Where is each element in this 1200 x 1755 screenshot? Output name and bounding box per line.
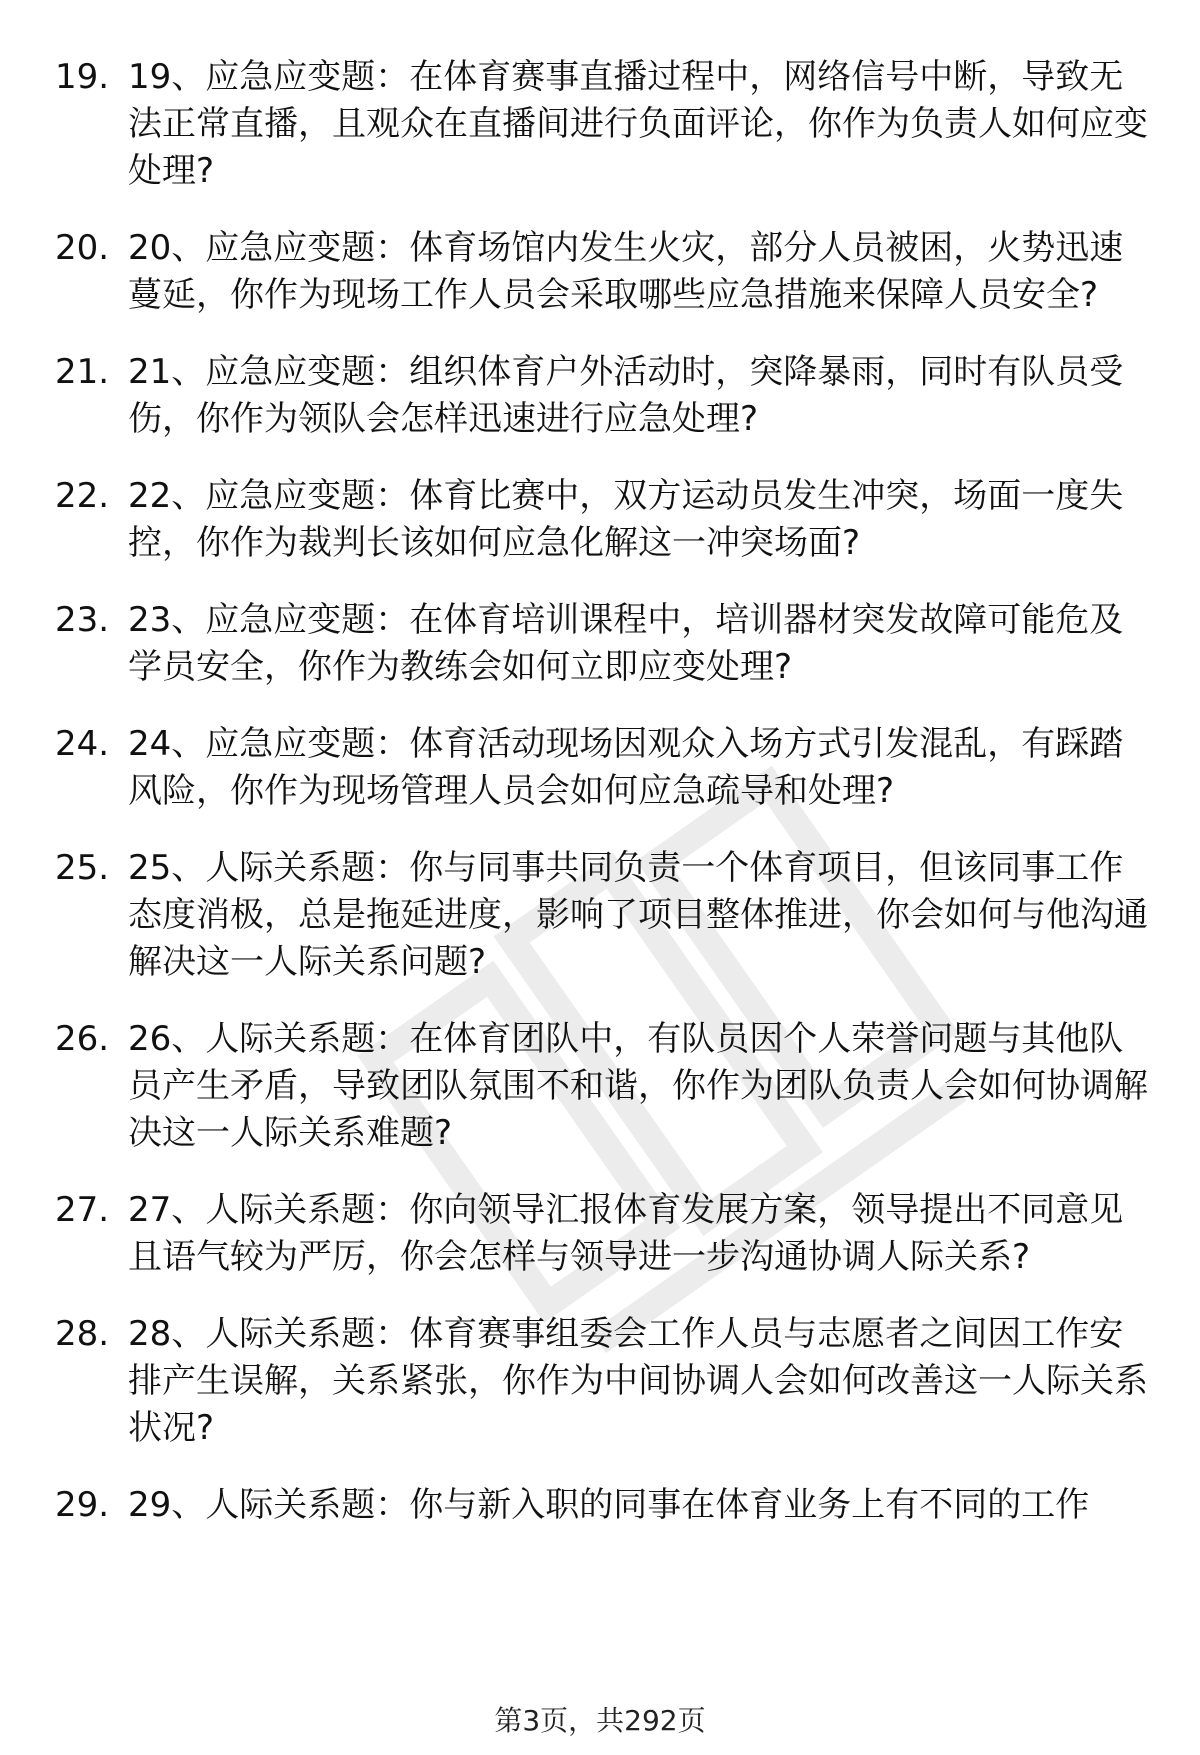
question-item-19 [0, 54, 1200, 195]
question-text: 28、人际关系题：体育赛事组委会工作人员与志愿者之间因工作安排产生误解，关系紧张，你作为中间协调人会如何改善这一人际关系状况? [128, 1314, 1148, 1448]
question-text: 19、应急应变题：在体育赛事直播过程中，网络信号中断，导致无法正常直播，且观众在直播间进行负面评论，你作为负责人如何应变处理? [128, 57, 1148, 191]
question-item-22 [0, 473, 1200, 567]
question-item-25 [0, 845, 1200, 986]
question-item-28 [0, 1311, 1200, 1452]
question-text: 23、应急应变题：在体育培训课程中，培训器材突发故障可能危及学员安全，你作为教练会如何立即应变处理? [128, 600, 1124, 687]
question-number: 21. [55, 352, 110, 392]
page-footer: 第3页，共292页 [494, 1704, 706, 1737]
question-number: 26. [55, 1019, 110, 1059]
question-item-21 [0, 349, 1200, 443]
question-list [0, 54, 1200, 1559]
question-number: 23. [55, 600, 110, 640]
question-number: 20. [55, 228, 110, 268]
question-item-27 [0, 1187, 1200, 1281]
question-text: 26、人际关系题：在体育团队中，有队员因个人荣誉问题与其他队员产生矛盾，导致团队氛围不和谐，你作为团队负责人会如何协调解决这一人际关系难题? [128, 1019, 1148, 1153]
question-number: 28. [55, 1314, 110, 1354]
question-text: 20、应急应变题：体育场馆内发生火灾，部分人员被困，火势迅速蔓延，你作为现场工作人员会采取哪些应急措施来保障人员安全? [128, 228, 1124, 315]
question-item-29 [0, 1482, 1200, 1529]
question-text: 24、应急应变题：体育活动现场因观众入场方式引发混乱，有踩踏风险，你作为现场管理人员会如何应急疏导和处理? [128, 724, 1124, 811]
question-number: 25. [55, 848, 110, 888]
question-item-24 [0, 721, 1200, 815]
question-item-23 [0, 597, 1200, 691]
question-number: 24. [55, 724, 110, 764]
question-number: 27. [55, 1190, 110, 1230]
question-number: 19. [55, 57, 110, 97]
question-text: 22、应急应变题：体育比赛中，双方运动员发生冲突，场面一度失控，你作为裁判长该如何应急化解这一冲突场面? [128, 476, 1124, 563]
question-number: 22. [55, 476, 110, 516]
question-text: 29、人际关系题：你与新入职的同事在体育业务上有不同的工作 [128, 1485, 1090, 1525]
question-item-20 [0, 225, 1200, 319]
question-item-26 [0, 1016, 1200, 1157]
question-number: 29. [55, 1485, 110, 1525]
question-text: 21、应急应变题：组织体育户外活动时，突降暴雨，同时有队员受伤，你作为领队会怎样迅速进行应急处理? [128, 352, 1124, 439]
question-text: 27、人际关系题：你向领导汇报体育发展方案，领导提出不同意见且语气较为严厉，你会怎样与领导进一步沟通协调人际关系? [128, 1190, 1124, 1277]
question-text: 25、人际关系题：你与同事共同负责一个体育项目，但该同事工作态度消极，总是拖延进度，影响了项目整体推进，你会如何与他沟通解决这一人际关系问题? [128, 848, 1148, 982]
